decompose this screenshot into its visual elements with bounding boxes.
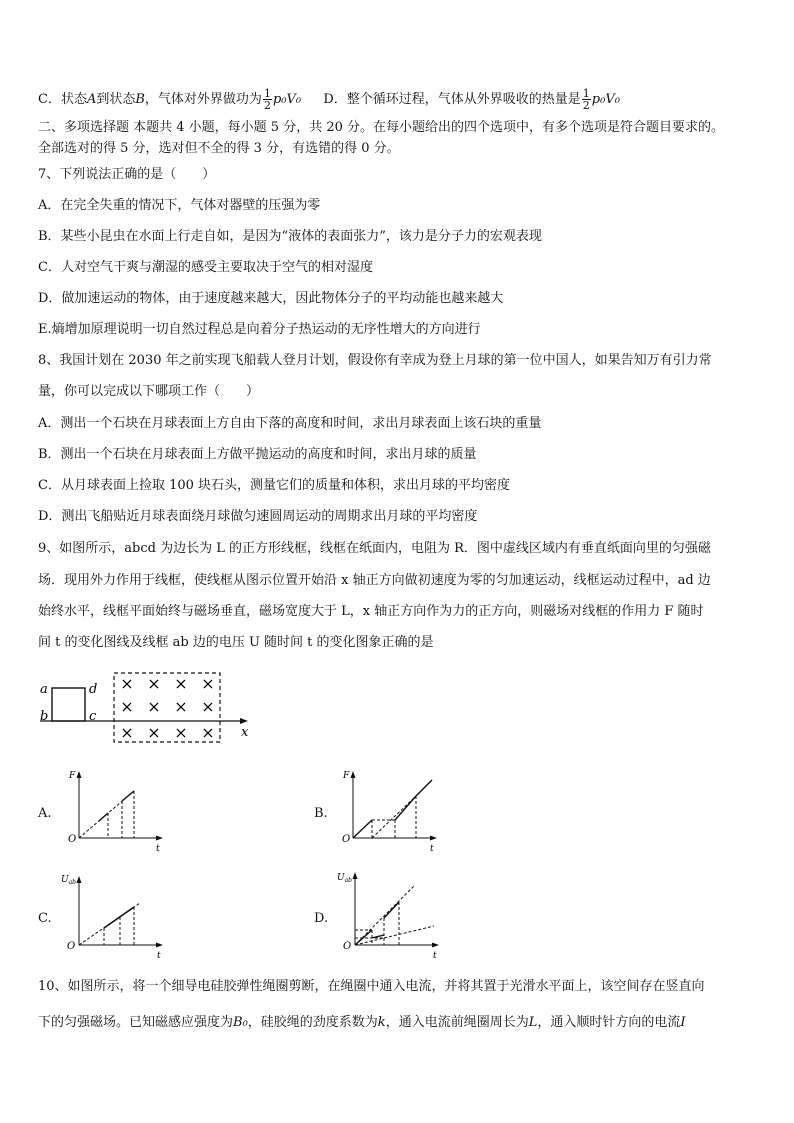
q8-stem-line1: 8、我国计划在 2030 年之前实现飞船载人登月计划，假设你有幸成为登上月球的第一位中国人，如果告知万有引力常 bbox=[38, 353, 712, 368]
origin-label: O bbox=[342, 834, 351, 845]
q9-stem-line2: 场．现用外力作用于线框，使线框从图示位置开始沿 x 轴正方向做初速度为零的匀加速运动，线框运动过程中，ad 边 bbox=[38, 573, 711, 588]
loop-square bbox=[52, 688, 85, 721]
cross-mark: × bbox=[120, 723, 134, 742]
y-axis-arrow bbox=[353, 872, 358, 879]
field-crosses bbox=[120, 674, 214, 742]
dashed-line bbox=[355, 926, 434, 945]
axis-f-label: F bbox=[69, 771, 76, 781]
q7-option-d: D．做加速运动的物体，由于速度越来越大，因此物体分子的平均动能也越来越大 bbox=[38, 291, 504, 306]
corner-c: c bbox=[89, 709, 97, 724]
graph-b-f-t[interactable] bbox=[336, 766, 442, 856]
t-axis-arrow bbox=[156, 943, 163, 948]
section2-line1: 二、多项选择题 本题共 4 小题，每小题 5 分，共 20 分。在每小题给出的四个选项中，有多个选项是符合题目要求的。 bbox=[38, 120, 725, 135]
q8-option-a: A．测出一个石块在月球表面上方自由下落的高度和时间，求出月球表面上该石块的重量 bbox=[38, 416, 542, 431]
t-axis-arrow bbox=[156, 836, 163, 841]
solid-segment bbox=[122, 791, 134, 801]
t-axis-arrow bbox=[430, 836, 437, 841]
t-axis-arrow bbox=[432, 943, 439, 948]
choice-b-label[interactable]: B. bbox=[314, 806, 328, 821]
axis-t-label: t bbox=[157, 951, 161, 960]
graph-a-f-t[interactable] bbox=[62, 766, 168, 856]
graph-d-u-t[interactable] bbox=[334, 866, 446, 958]
dashed-line bbox=[355, 886, 414, 945]
cross-mark: × bbox=[147, 723, 161, 742]
y-axis-arrow bbox=[77, 771, 82, 778]
q6-c-mid: 到状态 bbox=[96, 92, 136, 107]
q10-text-2: ，硅胶绳的劲度系数为 bbox=[247, 1015, 378, 1030]
q7-option-e: E.熵增加原理说明一切自然过程总是向着分子热运动的无序性增大的方向进行 bbox=[38, 322, 481, 337]
q10-symbol-k: k bbox=[377, 1015, 386, 1030]
q10-text-4: ，通入顺时针方向的电流 bbox=[537, 1015, 681, 1030]
choice-a-label[interactable]: A. bbox=[38, 806, 52, 821]
cross-mark: × bbox=[120, 697, 134, 716]
solid-segment bbox=[395, 796, 416, 820]
q6-d-pre: D．整个循环过程，气体从外界吸收的热量是 bbox=[323, 92, 581, 107]
q10-symbol-i: I bbox=[680, 1015, 686, 1030]
axis-t-label: t bbox=[156, 844, 160, 854]
q9-stem-line4: 间 t 的变化图线及线框 ab 边的电压 U 随时间 t 的变化图象正确的是 bbox=[38, 635, 434, 650]
solid-segment bbox=[416, 780, 432, 796]
solid-segment bbox=[353, 820, 372, 838]
q10-text-3: ，通入电流前绳圈周长为 bbox=[385, 1015, 529, 1030]
cross-mark: × bbox=[147, 674, 161, 693]
q6-state-a: A bbox=[86, 92, 97, 107]
q10-stem-line1: 10、如图所示，将一个细导电硅胶弹性绳圈剪断，在绳圈中通入电流，并将其置于光滑水平面上，该空间存在竖直向 bbox=[38, 979, 705, 994]
q6-option-cd bbox=[38, 88, 620, 111]
q9-stem-line1: 9、如图所示，abcd 为边长为 L 的正方形线框，线框在纸面内，电阻为 R．图中虚线区域内有垂直纸面向里的匀强磁 bbox=[38, 541, 711, 556]
dashed-line bbox=[372, 796, 416, 838]
solid-segment bbox=[99, 813, 108, 821]
q6-c-expr: p₀V₀ bbox=[272, 92, 302, 107]
axis-t-label: t bbox=[433, 951, 437, 958]
corner-b: b bbox=[40, 709, 49, 724]
q8-option-d: D．测出飞船贴近月球表面绕月球做匀速圆周运动的周期求出月球的平均密度 bbox=[38, 509, 478, 524]
corner-d: d bbox=[89, 682, 98, 697]
q6-state-b: B bbox=[135, 92, 145, 107]
section2-line2: 全部选对的得 5 分，选对但不全的得 3 分，有选错的得 0 分。 bbox=[38, 141, 400, 156]
q9-field-figure bbox=[36, 670, 256, 748]
q6-c-fraction: $\frac{1}{2}$ bbox=[263, 87, 271, 112]
q10-stem-line2 bbox=[38, 1015, 686, 1031]
axis-t-label: t bbox=[430, 844, 434, 854]
q10-symbol-l: L bbox=[528, 1015, 538, 1030]
q6-d-fraction: $\frac{1}{2}$ bbox=[582, 87, 590, 112]
y-axis-arrow bbox=[351, 771, 356, 778]
cross-mark: × bbox=[147, 697, 161, 716]
q6-c-pre: C．状态 bbox=[38, 92, 87, 107]
axis-u-label: $U_{ab}$ bbox=[337, 873, 353, 884]
q9-stem-line3: 始终水平，线框平面始终与磁场垂直，磁场宽度大于 L，x 轴正方向作为力的正方向，则磁场对线框的作用力 F 随时 bbox=[38, 604, 704, 619]
origin-label: O bbox=[343, 941, 352, 952]
q10-symbol-b0: B₀ bbox=[233, 1015, 248, 1030]
cross-mark: × bbox=[174, 723, 188, 742]
solid-segment bbox=[104, 907, 134, 928]
corner-a: a bbox=[40, 682, 48, 697]
q8-option-c: C．从月球表面上捡取 100 块石头，测量它们的质量和体积，求出月球的平均密度 bbox=[38, 478, 511, 493]
q10-text-1: 下的匀强磁场。已知磁感应强度为 bbox=[38, 1015, 234, 1030]
x-axis-label: x bbox=[241, 725, 249, 740]
axis-f-label: F bbox=[343, 771, 350, 781]
cross-mark: × bbox=[201, 697, 215, 716]
q8-stem-line2: 量，你可以完成以下哪项工作（ ） bbox=[38, 384, 260, 399]
cross-mark: × bbox=[201, 674, 215, 693]
q7-stem: 7、下列说法正确的是（ ） bbox=[38, 167, 216, 182]
cross-mark: × bbox=[120, 674, 134, 693]
q6-d-expr: p₀V₀ bbox=[591, 92, 620, 107]
x-axis-arrow bbox=[240, 718, 248, 724]
q7-option-b: B．某些小昆虫在水面上行走自如，是因为“液体的表面张力”，该力是分子力的宏观表现 bbox=[38, 229, 542, 244]
q6-c-post: ，气体对外界做功为 bbox=[144, 92, 262, 107]
choice-c-label[interactable]: C. bbox=[38, 911, 52, 926]
axis-u-label: $U_{ab}$ bbox=[61, 875, 77, 886]
q7-option-a: A．在完全失重的情况下，气体对器壁的压强为零 bbox=[38, 198, 321, 213]
cross-mark: × bbox=[201, 723, 215, 742]
q8-option-b: B．测出一个石块在月球表面上方做平抛运动的高度和时间，求出月球的质量 bbox=[38, 447, 477, 462]
q7-option-c: C．人对空气干爽与潮湿的感受主要取决于空气的相对湿度 bbox=[38, 260, 373, 275]
y-axis-arrow bbox=[77, 876, 82, 883]
cross-mark: × bbox=[174, 697, 188, 716]
solid-segment bbox=[384, 902, 399, 918]
choice-d-label[interactable]: D. bbox=[314, 911, 329, 926]
cross-mark: × bbox=[174, 674, 188, 693]
origin-label: O bbox=[67, 941, 76, 952]
origin-label: O bbox=[68, 834, 77, 845]
graph-c-u-t[interactable] bbox=[58, 870, 170, 960]
